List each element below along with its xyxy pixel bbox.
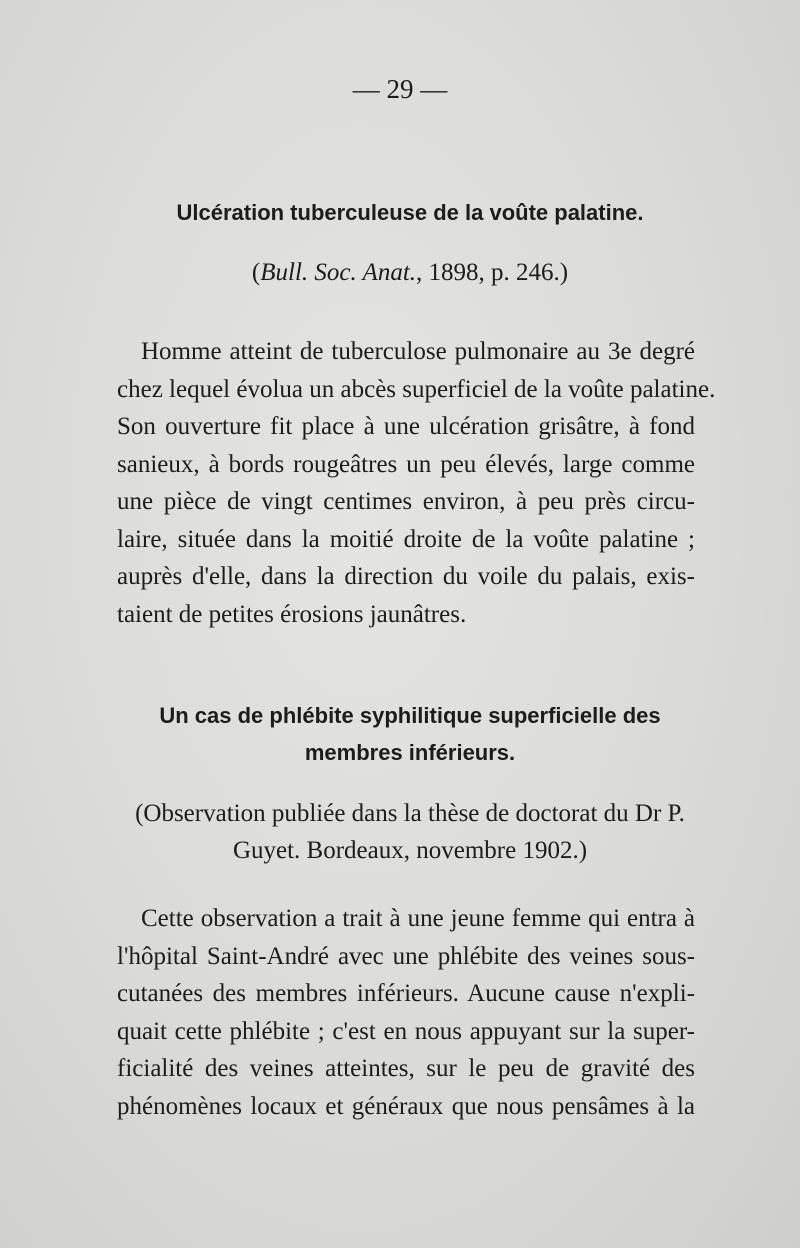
paragraph-line: une pièce de vingt centimes environ, à peu près circu- bbox=[117, 488, 695, 515]
section-1-paragraph bbox=[117, 333, 716, 633]
citation-journal: Bull. Soc. Anat. bbox=[260, 259, 417, 286]
page-number: — 29 — bbox=[352, 74, 448, 104]
section-2-citation-line-1: (Observation publiée dans la thèse de doctorat du Dr P. bbox=[135, 800, 685, 827]
section-2-title-line-1: Un cas de phlébite syphilitique superficielle des bbox=[159, 703, 661, 728]
paragraph-line: laire, située dans la moitié droite de la voûte palatine ; bbox=[117, 525, 695, 553]
paragraph-line: ficialité des veines atteintes, sur le peu de gravité des bbox=[117, 1055, 695, 1082]
paragraph-line: phénomènes locaux et généraux que nous pensâmes à la bbox=[117, 1092, 695, 1120]
section-1-title: Ulcération tuberculeuse de la voûte palatine. bbox=[176, 200, 644, 225]
paragraph-line: l'hôpital Saint-André avec une phlébite des veines sous- bbox=[117, 942, 695, 970]
paragraph-line: Homme atteint de tuberculose pulmonaire au 3e degré bbox=[141, 338, 695, 365]
paragraph-line: auprès d'elle, dans la direction du voile du palais, exis- bbox=[117, 563, 695, 590]
paragraph-line: quait cette phlébite ; c'est en nous appuyant sur la super- bbox=[117, 1017, 695, 1045]
paragraph-line: Cette observation a trait à une jeune femme qui entra à bbox=[141, 905, 695, 932]
section-1-citation: (Bull. Soc. Anat., 1898, p. 246.) bbox=[251, 259, 569, 286]
section-2-title-line-2: membres inférieurs. bbox=[304, 740, 516, 765]
paragraph-line: cutanées des membres inférieurs. Aucune cause n'expli- bbox=[117, 980, 695, 1007]
paragraph-line: Son ouverture fit place à une ulcération grisâtre, à fond bbox=[117, 413, 695, 440]
citation-rest: , 1898, p. 246.) bbox=[416, 259, 569, 286]
paragraph-line: sanieux, à bords rougeâtres un peu élevés, large comme bbox=[117, 450, 695, 478]
paragraph-line: taient de petites érosions jaunâtres. bbox=[117, 600, 467, 628]
section-2-paragraph bbox=[117, 900, 695, 1125]
section-2-citation-line-2: Guyet. Bordeaux, novembre 1902.) bbox=[232, 837, 588, 864]
paragraph-line: chez lequel évolua un abcès superficiel de la voûte palatine. bbox=[117, 375, 716, 403]
